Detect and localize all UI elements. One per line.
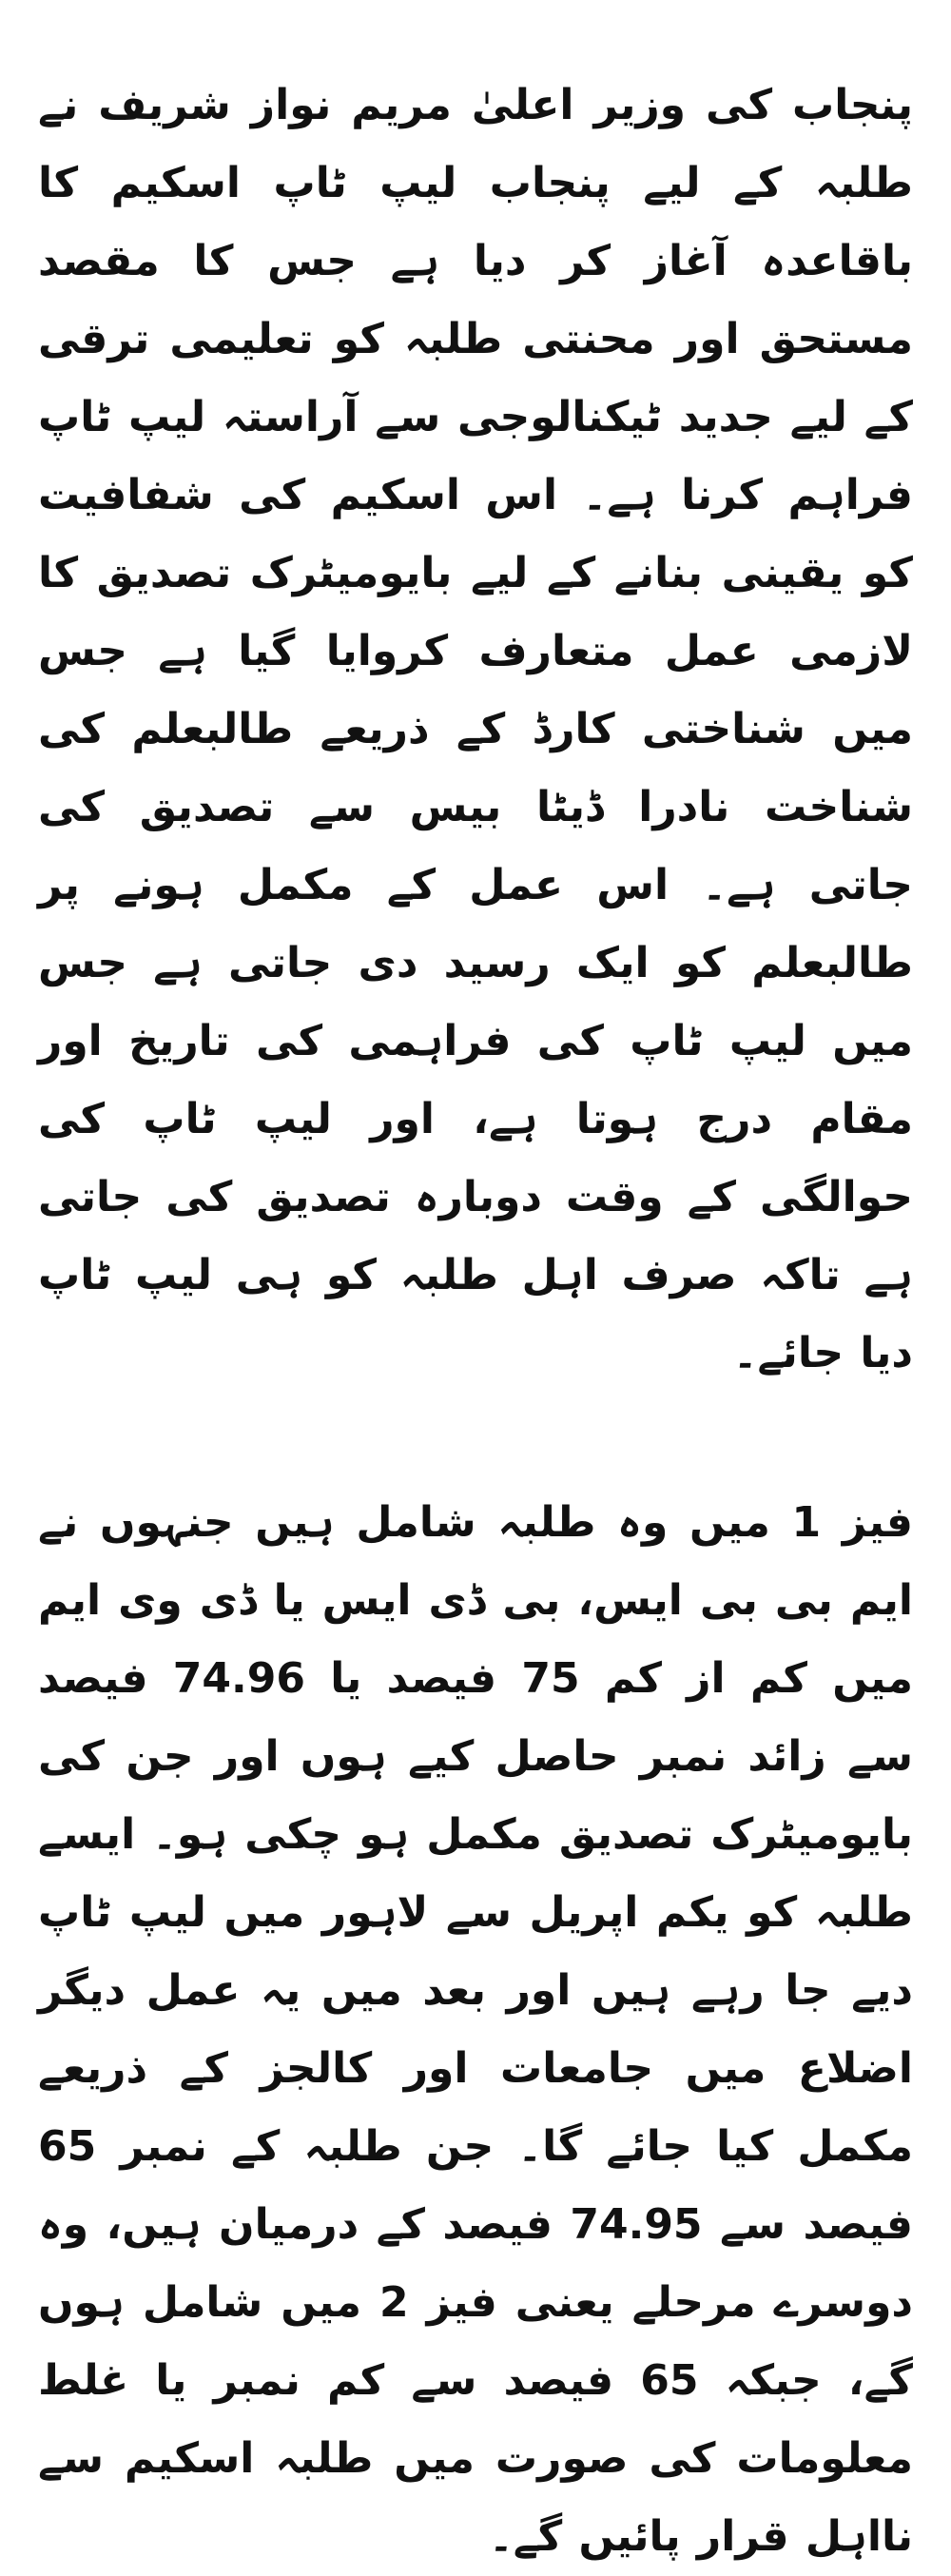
article-paragraph-2: فیز 1 میں وہ طلبہ شامل ہیں جنہوں نے ایم بی بی ایس، بی ڈی ایس یا ڈی وی ایم میں کم از کم 75 فیصد یا 74.96 فیصد سے زائد نمبر حاصل کیے ہوں اور جن کی بایومیٹرک تصدیق مکمل ہو چکی ہو۔ ایسے طلبہ کو یکم اپریل سے لاہور میں لیپ ٹاپ دیے جا رہے ہیں اور بعد میں یہ عمل دیگر اضلاع میں جامعات اور کالجز کے ذریعے مکمل کیا جائے گا۔ جن طلبہ کے نمبر 65 فیصد سے 74.95 فیصد کے درمیان ہیں، وہ دوسرے مرحلے یعنی فیز 2 میں شامل ہوں گے، جبکہ 65 فیصد سے کم نمبر یا غلط معلومات کی صورت میں طلبہ اسکیم سے نااہل قرار پائیں گے۔ xyxy=(38,1498,914,2561)
article-paragraph-1: پنجاب کی وزیر اعلیٰ مریم نواز شریف نے طلبہ کے لیے پنجاب لیپ ٹاپ اسکیم کا باقاعدہ آغاز کر دیا ہے جس کا مقصد مستحق اور محنتی طلبہ کو تعلیمی ترقی کے لیے جدید ٹیکنالوجی سے آراستہ لیپ ٹاپ فراہم کرنا ہے۔ اس اسکیم کی شفافیت کو یقینی بنانے کے لیے بایومیٹرک تصدیق کا لازمی عمل متعارف کروایا گیا ہے جس میں شناختی کارڈ کے ذریعے طالبعلم کی شناخت نادرا ڈیٹا بیس سے تصدیق کی جاتی ہے۔ اس عمل کے مکمل ہونے پر طالبعلم کو ایک رسید دی جاتی ہے جس میں لیپ ٹاپ کی فراہمی کی تاریخ اور مقام درج ہوتا ہے، اور لیپ ٹاپ کی حوالگی کے وقت دوبارہ تصدیق کی جاتی ہے تاکہ صرف اہل طلبہ کو ہی لیپ ٹاپ دیا جائے۔ xyxy=(38,81,913,1377)
